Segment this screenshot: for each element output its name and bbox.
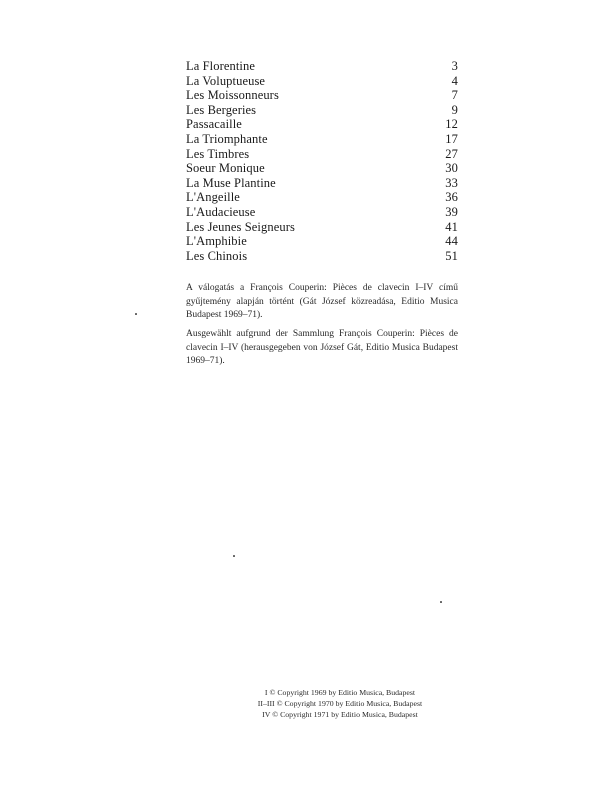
toc-entry-title: L'Angeille	[186, 190, 240, 205]
toc-entry-page: 7	[451, 88, 458, 103]
scan-speck	[233, 555, 235, 557]
toc-entry-page: 51	[445, 248, 458, 263]
toc-entry	[186, 190, 458, 205]
toc-entry-title: Les Timbres	[186, 146, 250, 161]
copyright-line: II–III © Copyright 1970 by Editio Musica, Budapest	[257, 699, 423, 708]
toc-entry	[186, 205, 458, 220]
toc-entry	[186, 220, 458, 235]
toc-entry-title: La Muse Plantine	[186, 175, 276, 190]
toc-entry	[186, 147, 458, 162]
toc-entry-page: 27	[445, 146, 458, 161]
toc-entry	[186, 59, 458, 74]
toc-entry	[186, 161, 458, 176]
toc-entry	[186, 117, 458, 132]
toc-entry-title: Les Moissonneurs	[186, 88, 279, 103]
toc-entry-title: L'Amphibie	[186, 234, 247, 249]
toc-entry-title: Les Bergeries	[186, 102, 257, 117]
toc-entry-page: 36	[445, 190, 458, 205]
source-note-german: Ausgewählt aufgrund der Sammlung François Couperin: Pièces de clavecin I–IV (herausgegeben von József Gát, Editio Musica Budapest 1969–71).	[186, 329, 458, 366]
toc-entry	[186, 249, 458, 264]
toc-entry	[186, 176, 458, 191]
toc-entry-page: 12	[445, 117, 458, 132]
toc-entry-title: Les Chinois	[186, 248, 248, 263]
copyright-line: I © Copyright 1969 by Editio Musica, Budapest	[264, 688, 416, 697]
toc-entry-title: L'Audacieuse	[186, 204, 256, 219]
toc-entry-page: 3	[451, 59, 458, 73]
toc-entry-page: 17	[445, 131, 458, 146]
toc-entry-page: 39	[445, 204, 458, 219]
toc-entry-page: 4	[451, 73, 458, 88]
toc-entry-title: La Triomphante	[186, 131, 268, 146]
copyright-block	[230, 687, 450, 720]
toc-entry	[186, 103, 458, 118]
table-of-contents	[186, 59, 458, 263]
source-note-hungarian: A válogatás a François Couperin: Pièces de clavecin I–IV című gyűjtemény alapján történt (Gát József közreadása, Editio Musica Budapest 1969–71).	[186, 283, 458, 320]
toc-entry	[186, 74, 458, 89]
scan-speck	[135, 313, 137, 315]
toc-entry-title: La Voluptueuse	[186, 73, 266, 88]
toc-entry-page: 41	[445, 219, 458, 234]
toc-entry-page: 33	[445, 175, 458, 190]
toc-entry	[186, 88, 458, 103]
toc-entry-page: 44	[445, 234, 458, 249]
toc-entry	[186, 234, 458, 249]
scan-speck	[440, 601, 442, 603]
toc-entry-page: 30	[445, 161, 458, 176]
toc-entry-title: Soeur Monique	[186, 161, 265, 176]
toc-entry-title: Les Jeunes Seigneurs	[186, 219, 295, 234]
copyright-line: IV © Copyright 1971 by Editio Musica, Budapest	[262, 710, 418, 719]
toc-entry	[186, 132, 458, 147]
toc-entry-page: 9	[451, 102, 458, 117]
toc-entry-title: La Florentine	[186, 59, 255, 73]
toc-entry-title: Passacaille	[186, 117, 242, 132]
